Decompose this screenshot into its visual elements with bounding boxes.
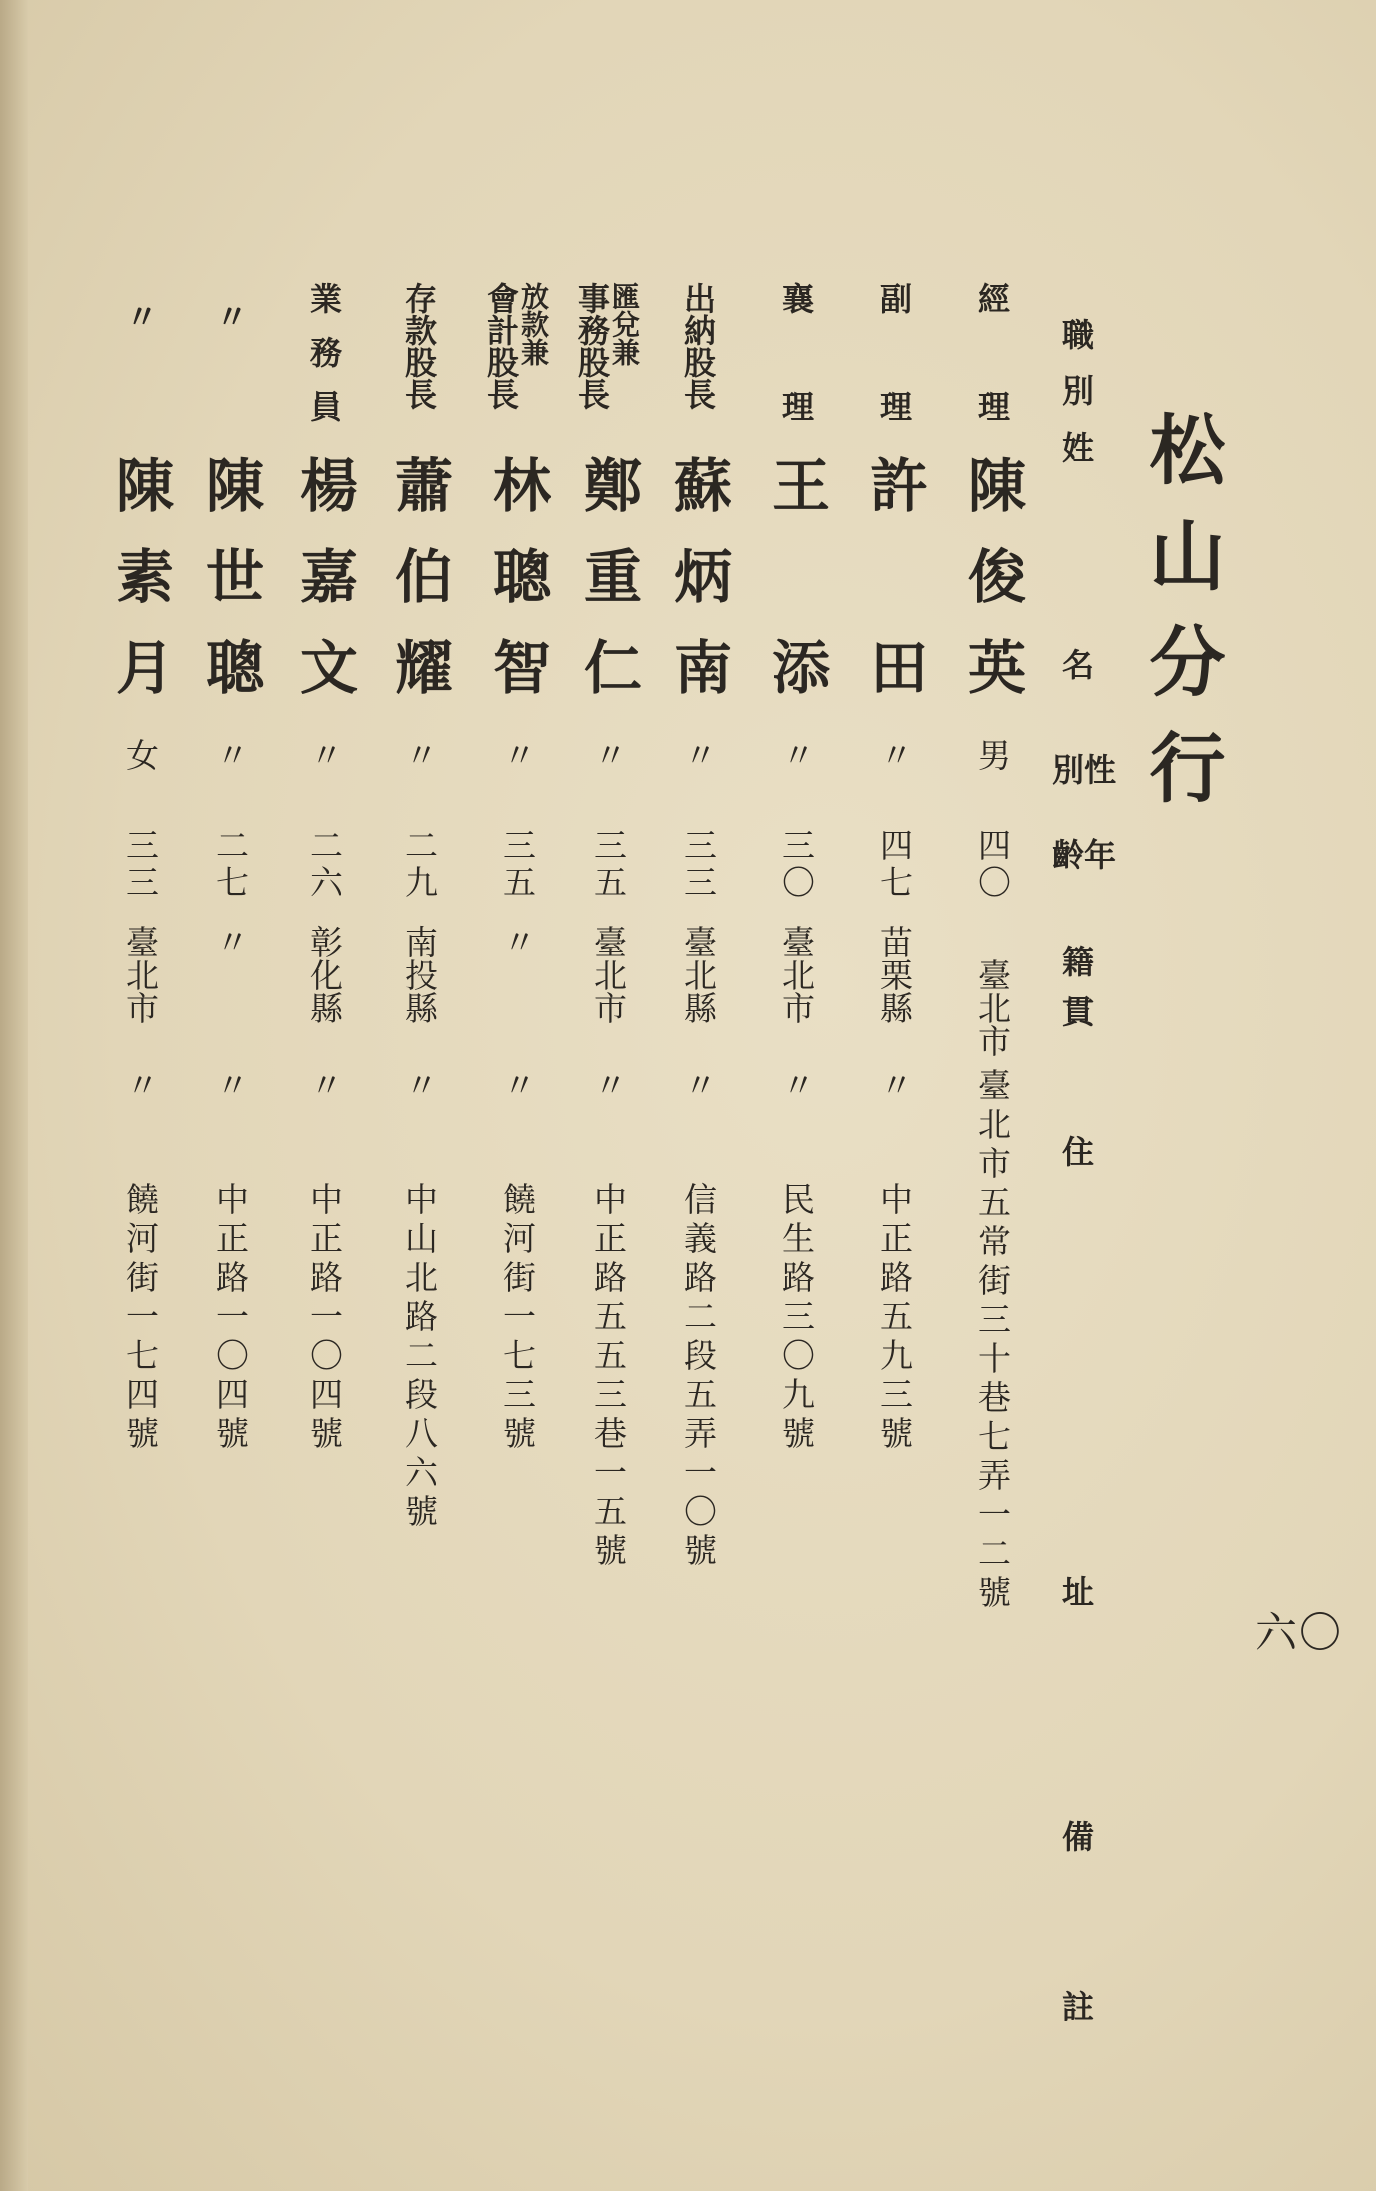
residence-ditto: 〃 xyxy=(400,1068,439,1101)
job-title: 業務員 xyxy=(305,282,343,444)
job-title-line: 事務股長 xyxy=(573,282,611,410)
native-place: 彰化縣 xyxy=(305,925,344,1024)
address: 饒河街一七三號 xyxy=(498,1182,537,1455)
header-given-name: 名 xyxy=(1057,648,1095,680)
residence-ditto: 〃 xyxy=(589,1068,628,1101)
native-place: 臺北市 xyxy=(589,925,628,1024)
staff-name: 蘇炳南 xyxy=(664,455,732,695)
residence-ditto: 〃 xyxy=(777,1068,816,1101)
residence-ditto: 〃 xyxy=(305,1068,344,1101)
page-number: 六〇 xyxy=(1255,1608,1344,1657)
gender: 〃 xyxy=(498,738,537,771)
residence-ditto: 〃 xyxy=(121,1068,160,1101)
staff-name: 王添 xyxy=(762,455,830,695)
gender: 女 xyxy=(121,738,160,771)
staff-name: 楊嘉文 xyxy=(290,455,358,695)
age: 三〇 xyxy=(777,828,816,902)
gender: 〃 xyxy=(777,738,816,771)
job-title-line: 放款兼 xyxy=(517,282,550,366)
staff-name: 陳素月 xyxy=(106,455,174,695)
job-title: 存款股長 xyxy=(400,282,438,410)
gender: 男 xyxy=(973,738,1012,771)
native-place: 南投縣 xyxy=(400,925,439,1024)
job-title: 〃 xyxy=(121,300,159,332)
age: 三三 xyxy=(121,828,160,902)
age: 三五 xyxy=(589,828,628,902)
job-title-line: 會計股長 xyxy=(482,282,520,410)
gender: 〃 xyxy=(305,738,344,771)
gender: 〃 xyxy=(400,738,439,771)
native-place: 臺北市 xyxy=(777,925,816,1024)
gender: 〃 xyxy=(679,738,718,771)
staff-name: 鄭重仁 xyxy=(574,455,642,695)
native-place: 臺北市 xyxy=(121,925,160,1024)
header-age: 年齡 xyxy=(1052,836,1117,874)
address: 民生路三〇九號 xyxy=(777,1182,816,1455)
gender: 〃 xyxy=(589,738,628,771)
residence-ditto: 〃 xyxy=(679,1068,718,1101)
address: 信義路二段五弄一〇號 xyxy=(679,1182,718,1572)
job-title: 經理 xyxy=(973,282,1011,422)
age: 二九 xyxy=(400,828,439,902)
header-gender: 性別 xyxy=(1052,751,1117,789)
staff-name: 蕭伯耀 xyxy=(385,455,453,695)
job-title: 出納股長 xyxy=(679,282,717,410)
page-binding-edge xyxy=(0,0,28,2191)
gender: 〃 xyxy=(875,738,914,771)
staff-name: 陳世聰 xyxy=(196,455,264,695)
job-title-line: 匯兌兼 xyxy=(608,282,641,366)
header-surname: 姓 xyxy=(1057,431,1095,463)
age: 二六 xyxy=(305,828,344,902)
header-job: 職別 xyxy=(1057,318,1095,430)
address: 中山北路二段八六號 xyxy=(400,1182,439,1533)
staff-name: 林聰智 xyxy=(483,455,551,695)
job-title: 副理 xyxy=(875,282,913,422)
native-place: 苗栗縣 xyxy=(875,925,914,1024)
header-origin: 籍貫 xyxy=(1057,945,1095,1045)
native-place: 〃 xyxy=(498,925,537,958)
page-title: 松山分行 xyxy=(1137,410,1226,834)
native-place: 臺北縣 xyxy=(679,925,718,1024)
header-address-1: 住 xyxy=(1057,1135,1095,1167)
address: 中正路一〇四號 xyxy=(305,1182,344,1455)
age: 四七 xyxy=(875,828,914,902)
residence-ditto: 〃 xyxy=(211,1068,250,1101)
native-place: 臺北市 xyxy=(973,958,1012,1057)
staff-name: 許田 xyxy=(860,455,928,695)
address: 中正路一〇四號 xyxy=(211,1182,250,1455)
header-address-2: 址 xyxy=(1057,1575,1095,1607)
header-remarks-2: 註 xyxy=(1057,1990,1095,2022)
native-place: 〃 xyxy=(211,925,250,958)
address: 臺北市五常街三十巷七弄一二號 xyxy=(973,1068,1012,1614)
header-remarks-1: 備 xyxy=(1057,1820,1095,1852)
residence-ditto: 〃 xyxy=(875,1068,914,1101)
address: 中正路五五三巷一五號 xyxy=(589,1182,628,1572)
age: 三五 xyxy=(498,828,537,902)
gender: 〃 xyxy=(211,738,250,771)
residence-ditto: 〃 xyxy=(498,1068,537,1101)
job-title: 襄理 xyxy=(777,282,815,422)
address: 饒河街一七四號 xyxy=(121,1182,160,1455)
address: 中正路五九三號 xyxy=(875,1182,914,1455)
age: 二七 xyxy=(211,828,250,902)
age: 四〇 xyxy=(973,828,1012,902)
age: 三三 xyxy=(679,828,718,902)
staff-name: 陳俊英 xyxy=(958,455,1026,695)
job-title: 〃 xyxy=(211,300,249,332)
